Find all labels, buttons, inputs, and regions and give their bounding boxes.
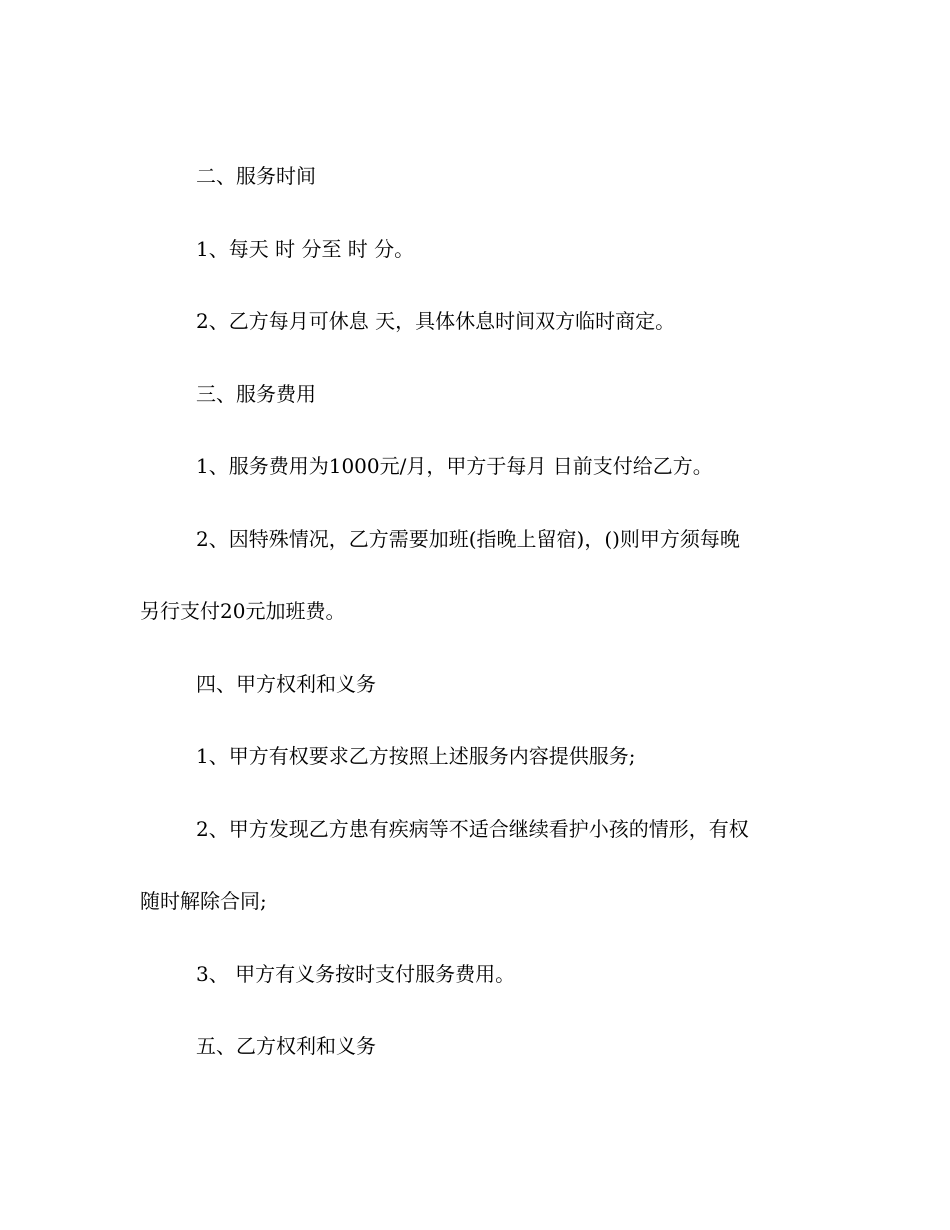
clause-daily-hours: 1、每天 时 分至 时 分。 xyxy=(196,236,415,261)
section-heading-service-fee: 三、服务费用 xyxy=(196,381,316,406)
section-heading-party-b: 五、乙方权利和义务 xyxy=(196,1034,376,1058)
clause-party-a-right-1: 1、甲方有权要求乙方按照上述服务内容提供服务; xyxy=(196,744,636,768)
clause-monthly-rest: 2、乙方每月可休息 天，具体休息时间双方临时商定。 xyxy=(196,309,676,333)
section-heading-party-a: 四、甲方权利和义务 xyxy=(196,671,376,696)
document-body xyxy=(140,140,800,1083)
clause-party-a-duty-3: 3、 甲方有义务按时支付服务费用。 xyxy=(196,961,516,986)
clause-party-a-right-2-line-1: 2、甲方发现乙方患有疾病等不适合继续看护小孩的情形，有权 xyxy=(196,816,749,841)
clause-fee-amount: 1、服务费用为1000元/月，甲方于每月 日前支付给乙方。 xyxy=(196,454,713,478)
clause-overtime-line-2: 另行支付20元加班费。 xyxy=(140,599,346,623)
section-heading-service-time: 二、服务时间 xyxy=(196,164,316,188)
clause-overtime-line-1: 2、因特殊情况，乙方需要加班(指晚上留宿)，()则甲方须每晚 xyxy=(196,526,740,551)
clause-party-a-right-2-line-2: 随时解除合同; xyxy=(140,889,267,913)
